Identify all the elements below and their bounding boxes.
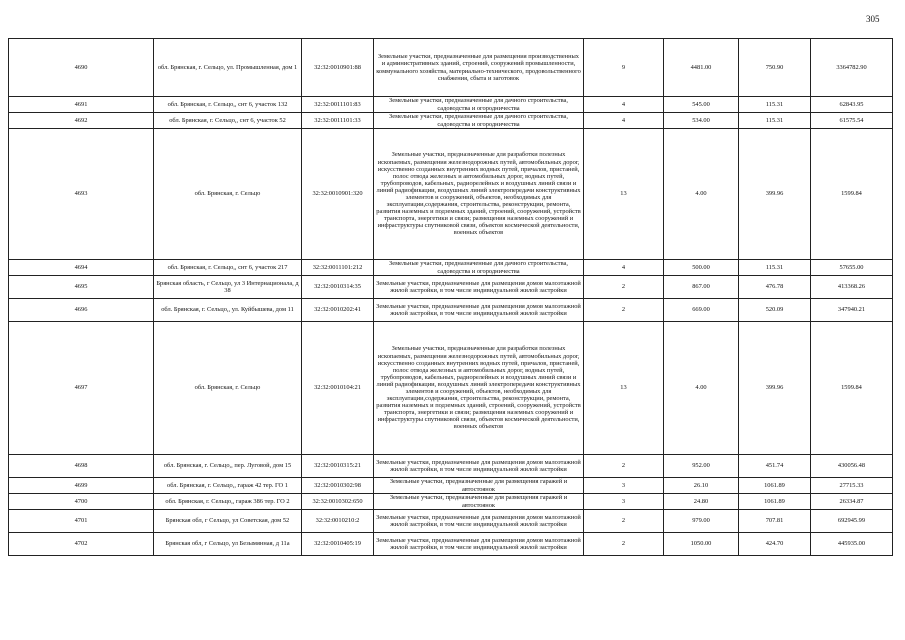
address-cell: обл. Брянская, г. Сельцо,, снт 6, участок 217: [154, 260, 302, 276]
row-id: 4694: [9, 260, 154, 276]
group-cell: 2: [584, 455, 664, 478]
table-row: [9, 478, 893, 494]
cadastral-number-cell: 32:32:0011101:83: [302, 97, 374, 113]
address-cell: обл. Брянская, г. Сельцо: [154, 129, 302, 260]
table-row: [9, 299, 893, 322]
cadastral-number-cell: 32:32:0010315:21: [302, 455, 374, 478]
table-row: [9, 455, 893, 478]
specific-value-cell: 476.78: [739, 276, 811, 299]
address-cell: обл. Брянская, г. Сельцо,, снт 6, участок 132: [154, 97, 302, 113]
row-id: 4693: [9, 129, 154, 260]
cadastral-value-cell: 27715.33: [811, 478, 893, 494]
specific-value-cell: 1061.89: [739, 494, 811, 510]
cadastral-number-cell: 32:32:0011101:33: [302, 113, 374, 129]
row-id: 4695: [9, 276, 154, 299]
land-plots-table: [8, 38, 893, 556]
row-id: 4699: [9, 478, 154, 494]
address-cell: обл. Брянская, г. Сельцо,, гараж 42 тер. ГО 1: [154, 478, 302, 494]
table-row: [9, 113, 893, 129]
address-cell: Брянская обл, г Сельцо, ул Безымянная, д 11а: [154, 533, 302, 556]
specific-value-cell: 115.31: [739, 97, 811, 113]
group-cell: 4: [584, 260, 664, 276]
cadastral-number-cell: 32:32:0010901:88: [302, 39, 374, 97]
land-use-cell: Земельные участки, предназначенные для размещения домов малоэтажной жилой застройки, в том числе индивидуальной жилой застройки: [374, 455, 584, 478]
group-cell: 4: [584, 97, 664, 113]
table-row: [9, 322, 893, 455]
land-use-cell: Земельные участки, предназначенные для размещения домов малоэтажной жилой застройки, в том числе индивидуальной жилой застройки: [374, 299, 584, 322]
cadastral-value-cell: 430056.48: [811, 455, 893, 478]
cadastral-value-cell: 347940.21: [811, 299, 893, 322]
area-cell: 24.80: [664, 494, 739, 510]
row-id: 4702: [9, 533, 154, 556]
area-cell: 4481.00: [664, 39, 739, 97]
specific-value-cell: 707.81: [739, 510, 811, 533]
table-body: [9, 39, 893, 556]
group-cell: 2: [584, 276, 664, 299]
address-cell: обл. Брянская, г. Сельцо,, снт 6, участок 52: [154, 113, 302, 129]
cadastral-value-cell: 445935.00: [811, 533, 893, 556]
group-cell: 4: [584, 113, 664, 129]
area-cell: 952.00: [664, 455, 739, 478]
area-cell: 4.00: [664, 129, 739, 260]
specific-value-cell: 424.70: [739, 533, 811, 556]
specific-value-cell: 1061.89: [739, 478, 811, 494]
cadastral-value-cell: 26334.87: [811, 494, 893, 510]
area-cell: 669.00: [664, 299, 739, 322]
specific-value-cell: 451.74: [739, 455, 811, 478]
address-cell: Брянская область, г Сельцо, ул 3 Интернационала, д 38: [154, 276, 302, 299]
row-id: 4692: [9, 113, 154, 129]
cadastral-value-cell: 62843.95: [811, 97, 893, 113]
cadastral-number-cell: 32:32:0010901:320: [302, 129, 374, 260]
table-row: [9, 494, 893, 510]
area-cell: 545.00: [664, 97, 739, 113]
land-use-cell: Земельные участки, предназначенные для размещения домов малоэтажной жилой застройки, в том числе индивидуальной жилой застройки: [374, 276, 584, 299]
group-cell: 13: [584, 129, 664, 260]
land-use-cell: Земельные участки, предназначенные для размещения гаражей и автостоянок: [374, 494, 584, 510]
land-use-cell: Земельные участки, предназначенные для дачного строительства, садоводства и огородничества: [374, 113, 584, 129]
row-id: 4691: [9, 97, 154, 113]
area-cell: 867.00: [664, 276, 739, 299]
table-row: [9, 260, 893, 276]
cadastral-value-cell: 1599.84: [811, 129, 893, 260]
area-cell: 534.00: [664, 113, 739, 129]
group-cell: 2: [584, 299, 664, 322]
land-use-cell: Земельные участки, предназначенные для размещения домов малоэтажной жилой застройки, в том числе индивидуальной жилой застройки: [374, 510, 584, 533]
land-use-cell: Земельные участки, предназначенные для разработки полезных ископаемых, размещения железнодорожных путей, автомобильных дорог, искусственно созданных внутренних водных путей, причалов, пристаней, полос отвода железных и автомобильных дорог, водных путей, трубопроводов, кабельных, радиорелейных и воздушных линий связи и линий радиофикации, воздушных линий электропередачи конструктивных элементов и сооружений, объектов, необходимых для эксплуатации,содержания, строительства, реконструкции, ремонта, развития наземных и подземных зданий, строений, сооружений, устройств транспорта, энергетики и связи; размещения наземных сооружений и инфраструктуры спутниковой связи, объектов космической деятельности, военных объектов: [374, 322, 584, 455]
address-cell: обл. Брянская, г. Сельцо,, ул. Куйбышева, дом 11: [154, 299, 302, 322]
group-cell: 9: [584, 39, 664, 97]
group-cell: 2: [584, 533, 664, 556]
cadastral-number-cell: 32:32:0010302:98: [302, 478, 374, 494]
row-id: 4700: [9, 494, 154, 510]
address-cell: обл. Брянская, г. Сельцо, ул. Промышленная, дом 1: [154, 39, 302, 97]
specific-value-cell: 115.31: [739, 113, 811, 129]
page-number: 305: [866, 14, 880, 24]
specific-value-cell: 750.90: [739, 39, 811, 97]
area-cell: 4.00: [664, 322, 739, 455]
row-id: 4690: [9, 39, 154, 97]
land-use-cell: Земельные участки, предназначенные для размещения домов малоэтажной жилой застройки, в том числе индивидуальной жилой застройки: [374, 533, 584, 556]
specific-value-cell: 115.31: [739, 260, 811, 276]
cadastral-value-cell: 692945.99: [811, 510, 893, 533]
cadastral-value-cell: 1599.84: [811, 322, 893, 455]
row-id: 4698: [9, 455, 154, 478]
address-cell: Брянская обл, г Сельцо, ул Советская, дом 52: [154, 510, 302, 533]
specific-value-cell: 399.96: [739, 129, 811, 260]
cadastral-number-cell: 32:32:0010202:41: [302, 299, 374, 322]
area-cell: 979.00: [664, 510, 739, 533]
specific-value-cell: 520.09: [739, 299, 811, 322]
group-cell: 2: [584, 510, 664, 533]
cadastral-number-cell: 32:32:0010405:19: [302, 533, 374, 556]
group-cell: 3: [584, 494, 664, 510]
cadastral-number-cell: 32:32:0010104:21: [302, 322, 374, 455]
cadastral-number-cell: 32:32:0011101:212: [302, 260, 374, 276]
cadastral-number-cell: 32:32:0010314:35: [302, 276, 374, 299]
group-cell: 13: [584, 322, 664, 455]
cadastral-number-cell: 32:32:0010210:2: [302, 510, 374, 533]
table-row: [9, 129, 893, 260]
row-id: 4697: [9, 322, 154, 455]
address-cell: обл. Брянская, г. Сельцо: [154, 322, 302, 455]
cadastral-value-cell: 61575.54: [811, 113, 893, 129]
row-id: 4696: [9, 299, 154, 322]
cadastral-value-cell: 413368.26: [811, 276, 893, 299]
land-use-cell: Земельные участки, предназначенные для дачного строительства, садоводства и огородничества: [374, 97, 584, 113]
land-use-cell: Земельные участки, предназначенные для дачного строительства, садоводства и огородничества: [374, 260, 584, 276]
area-cell: 500.00: [664, 260, 739, 276]
land-use-cell: Земельные участки, предназначенные для размещения производственных и административных зданий, строений, сооружений промышленности, коммунального хозяйства, материально-технического, продовольственного снабжения, сбыта и заготовок: [374, 39, 584, 97]
area-cell: 26.10: [664, 478, 739, 494]
land-use-cell: Земельные участки, предназначенные для разработки полезных ископаемых, размещения железнодорожных путей, автомобильных дорог, искусственно созданных внутренних водных путей, причалов, пристаней, полос отвода железных и автомобильных дорог, водных путей, трубопроводов, кабельных, радиорелейных и воздушных линий связи и линий радиофикации, воздушных линий электропередачи конструктивных элементов и сооружений, объектов, необходимых для эксплуатации,содержания, строительства, реконструкции, ремонта, развития наземных и подземных зданий, строений, сооружений, устройств транспорта, энергетики и связи; размещения наземных сооружений и инфраструктуры спутниковой связи, объектов космической деятельности, военных объектов: [374, 129, 584, 260]
table-row: [9, 39, 893, 97]
cadastral-value-cell: 57655.00: [811, 260, 893, 276]
specific-value-cell: 399.96: [739, 322, 811, 455]
table-row: [9, 533, 893, 556]
land-use-cell: Земельные участки, предназначенные для размещения гаражей и автостоянок: [374, 478, 584, 494]
table-row: [9, 276, 893, 299]
area-cell: 1050.00: [664, 533, 739, 556]
table-row: [9, 510, 893, 533]
cadastral-number-cell: 32:32:0010302:650: [302, 494, 374, 510]
row-id: 4701: [9, 510, 154, 533]
table-row: [9, 97, 893, 113]
cadastral-value-cell: 3364782.90: [811, 39, 893, 97]
address-cell: обл. Брянская, г. Сельцо,, гараж 386 тер. ГО 2: [154, 494, 302, 510]
address-cell: обл. Брянская, г. Сельцо,, пер. Луговой, дом 15: [154, 455, 302, 478]
group-cell: 3: [584, 478, 664, 494]
